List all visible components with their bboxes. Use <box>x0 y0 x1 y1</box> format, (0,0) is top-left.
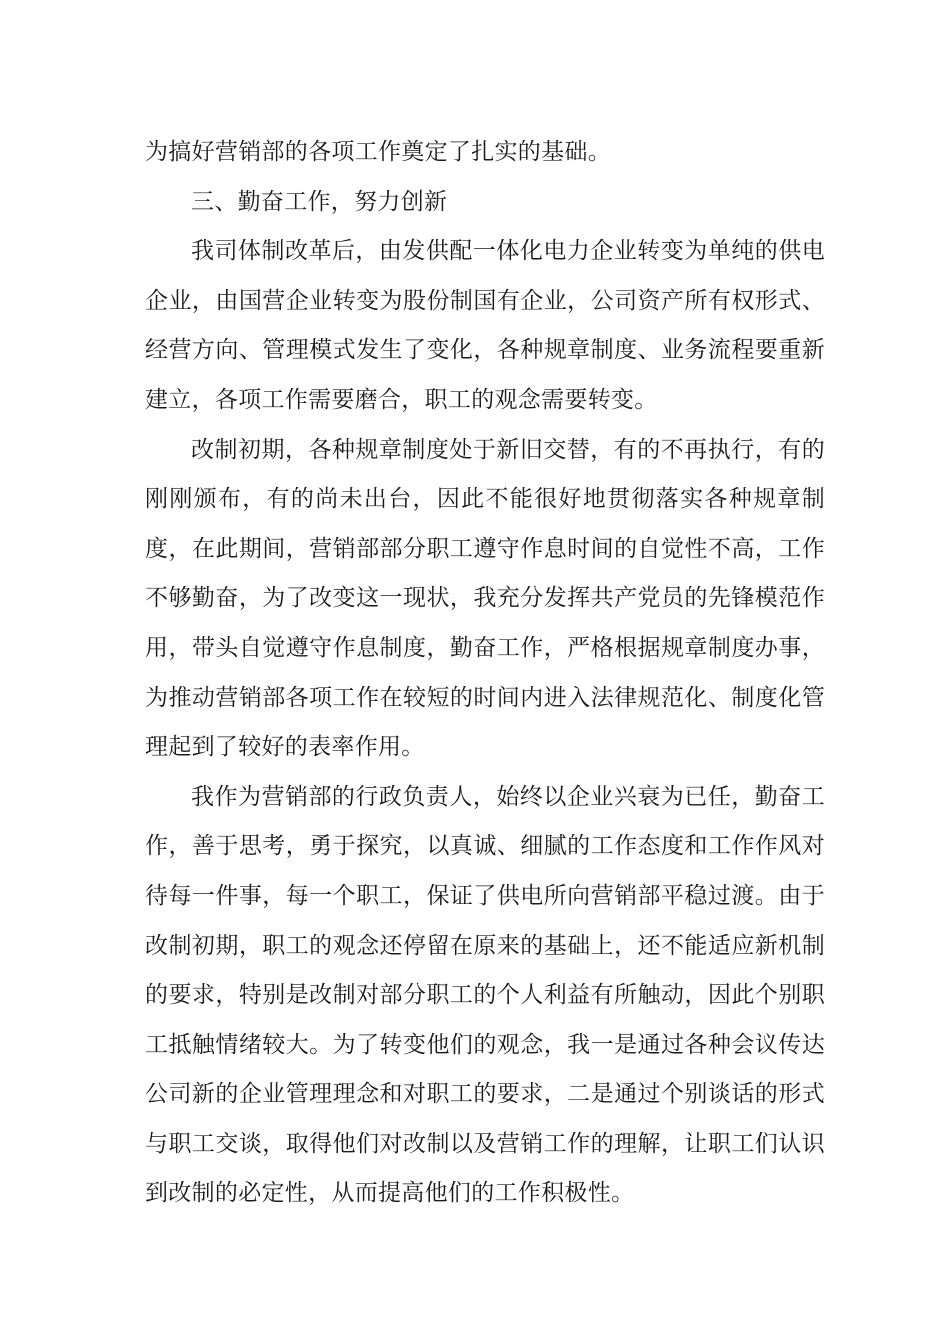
section-heading: 三、勤奋工作，努力创新 <box>191 188 448 215</box>
paragraph-continuation: 为搞好营销部的各项工作奠定了扎实的基础。 <box>145 139 611 165</box>
paragraph: 我作为营销部的行政负责人，始终以企业兴衰为已任，勤奋工作，善于思考，勇于探究，以真诚、细腻的工作态度和工作作风对待每一件事，每一个职工，保证了供电所向营销部平稳过渡。由于改制初期，职工的观念还停留在原来的基础上，还不能适应新机制的要求，特别是改制对部分职工的个人利益有所触动，因此个别职工抵触情绪较大。为了转变他们的观念，我一是通过各种会议传达公司新的企业管理理念和对职工的要求，二是通过个别谈话的形式与职工交谈，取得他们对改制以及营销工作的理解，让职工们认识到改制的必定性，从而提高他们的工作积极性。 <box>145 783 825 1207</box>
document-body <box>145 128 825 1219</box>
paragraph: 我司体制改革后，由发供配一体化电力企业转变为单纯的供电企业，由国营企业转变为股份制国有企业，公司资产所有权形式、经营方向、管理模式发生了变化，各种规章制度、业务流程要重新建立，各项工作需要磨合，职工的观念需要转变。 <box>145 238 825 413</box>
paragraph: 改制初期，各种规章制度处于新旧交替，有的不再执行，有的刚刚颁布，有的尚未出台，因此不能很好地贯彻落实各种规章制度，在此期间，营销部部分职工遵守作息时间的自觉性不高，工作不够勤奋，为了改变这一现状，我充分发挥共产党员的先锋模范作用，带头自觉遵守作息制度，勤奋工作，严格根据规章制度办事，为推动营销部各项工作在较短的时间内进入法律规范化、制度化管理起到了较好的表率作用。 <box>145 436 825 761</box>
